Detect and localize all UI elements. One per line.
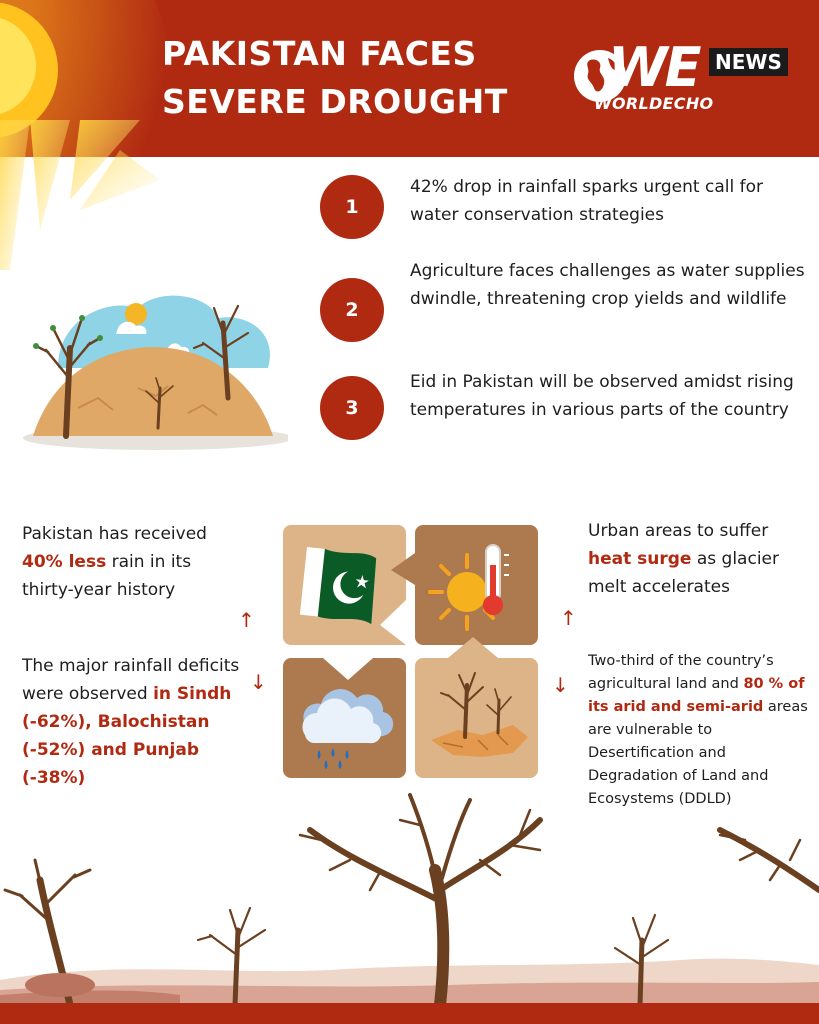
arrow-down-icon: ↓ [250,670,267,694]
sun-rays-icon [0,120,160,270]
point-text: 42% drop in rainfall sparks urgent call for water conservation strategies [410,177,763,225]
drought-hill-illustration [18,288,288,458]
page-title [162,30,508,126]
fact-text: rain in its thirty-year history [22,552,192,600]
fact-text: Pakistan has received [22,524,207,544]
worldecho-logo [572,36,794,122]
dry-landscape-illustration [0,790,819,1005]
fact-text: The major rainfall deficits were observed [22,656,240,704]
fact-urban [588,517,803,601]
logo-worldecho: WORLDECHO [594,94,714,113]
fact-deficits [22,652,250,792]
icon-tile-grid [283,525,538,780]
point-number-badge: 2 [320,278,384,342]
fact-text: Two-third of the country’s agricultural land and [588,653,774,692]
arrow-down-icon: ↓ [552,673,569,697]
pakistan-flag-icon [300,547,379,624]
fact-highlight: in Sindh (-62%), Balochistan (-52%) and Punjab (-38%) [22,684,232,788]
fact-highlight: heat surge [588,549,692,569]
fact-highlight: 40% less [22,552,107,572]
fact-rain-history [22,520,237,604]
logo-we: WE [608,36,699,99]
point-number-badge: 1 [320,175,384,239]
fact-text: as glacier melt accelerates [588,549,779,597]
point-text: Eid in Pakistan will be observed amidst rising temperatures in various parts of the country [410,372,794,420]
point-text: Agriculture faces challenges as water supplies dwindle, threatening crop yields and wildlife [410,261,805,309]
title-line-2: SEVERE DROUGHT [162,82,508,121]
fact-highlight: 80 % of its arid and semi-arid [588,676,805,715]
point-number-badge: 3 [320,376,384,440]
fact-land [588,650,808,811]
arrow-up-icon: ↑ [560,606,577,630]
title-line-1: PAKISTAN FACES [162,34,477,73]
arrow-up-icon: ↑ [238,608,255,632]
logo-news-badge: NEWS [709,48,788,76]
fact-text: Urban areas to suffer [588,521,769,541]
fact-text: areas are vulnerable to Desertification and Degradation of Land and Ecosystems (DDLD) [588,699,808,807]
footer-bar [0,1003,819,1024]
